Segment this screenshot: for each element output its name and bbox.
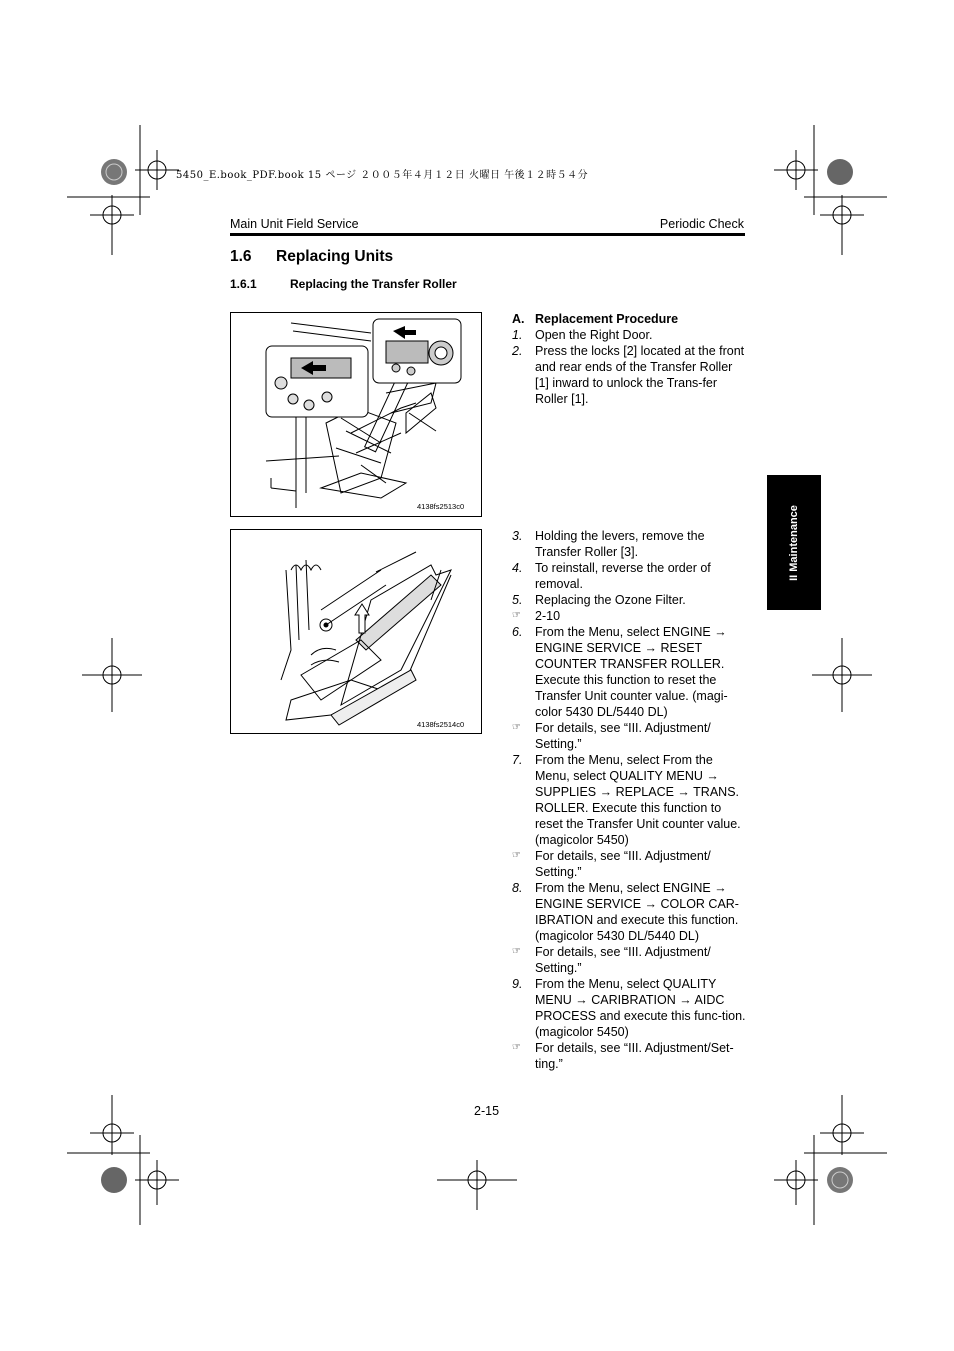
- figure-unlock-roller: [230, 312, 482, 517]
- step-text: From the Menu, select From the Menu, select QUALITY MENU → SUPPLIES → REPLACE → TRANS. ROLLER. Execute this function to reset the Transfer Unit counter value. (magicolor 5450): [535, 753, 741, 847]
- reference-hand-icon: ☞: [512, 850, 521, 861]
- figure-caption: 4138fs2514c0: [417, 720, 465, 729]
- section-title-text: Replacing Units: [276, 248, 394, 265]
- reference-hand-icon: ☞: [512, 722, 521, 733]
- step-item: [512, 624, 748, 720]
- step-marker: 2.: [512, 344, 523, 358]
- step-item: [512, 976, 748, 1040]
- reference-text: For details, see “III. Adjustment/ Setting.”: [535, 721, 711, 751]
- figure-remove-roller: [230, 529, 482, 734]
- reference-text: For details, see “III. Adjustment/ Setting.”: [535, 945, 711, 975]
- reference-text: For details, see “III. Adjustment/ Setting.”: [535, 849, 711, 879]
- procedure-bottom: [512, 528, 748, 1072]
- section-number: 1.6: [230, 248, 252, 265]
- reference-item: [512, 608, 748, 624]
- figure-caption: 4138fs2513c0: [417, 502, 465, 511]
- step-text: Press the locks [2] located at the front and rear ends of the Transfer Roller [1] inward to unlock the Trans-fer Roller [1].: [535, 344, 745, 406]
- reference-hand-icon: ☞: [512, 946, 521, 957]
- step-text: From the Menu, select QUALITY MENU → CARIBRATION → AIDC PROCESS and execute this func-tion. (magicolor 5450): [535, 977, 746, 1039]
- step-text: To reinstall, reverse the order of removal.: [535, 561, 711, 591]
- printer-illustration-2: [231, 530, 481, 733]
- subsection-title-text: Replacing the Transfer Roller: [290, 277, 457, 291]
- step-marker: 6.: [512, 625, 523, 639]
- step-marker: 8.: [512, 881, 523, 895]
- step-marker: 7.: [512, 753, 523, 767]
- reference-hand-icon: ☞: [512, 610, 521, 621]
- chapter-tab: [767, 475, 821, 610]
- subsection-number: 1.6.1: [230, 277, 257, 291]
- reference-item: [512, 848, 748, 880]
- step-item: [512, 752, 748, 848]
- step-marker: 3.: [512, 529, 523, 543]
- step-item: [512, 327, 748, 343]
- step-text: Replacing the Ozone Filter.: [535, 593, 686, 607]
- step-item: [512, 528, 748, 560]
- header-right: Periodic Check: [659, 217, 744, 231]
- subsection-title: [230, 277, 457, 291]
- reference-item: [512, 720, 748, 752]
- page-number: 2-15: [474, 1104, 500, 1118]
- procedure-top: [512, 311, 748, 407]
- step-text: From the Menu, select ENGINE → ENGINE SERVICE → RESET COUNTER TRANSFER ROLLER. Execute this function to reset the Transfer Unit counter value. (magi-color 5430 DL/5440 DL): [535, 625, 728, 719]
- step-marker: 9.: [512, 977, 523, 991]
- step-marker: 5.: [512, 593, 523, 607]
- header-left: Main Unit Field Service: [230, 217, 359, 231]
- step-item: [512, 592, 748, 608]
- step-item: [512, 343, 748, 407]
- reference-hand-icon: ☞: [512, 1042, 521, 1053]
- reference-text: 2-10: [535, 609, 561, 623]
- printer-illustration: [231, 313, 481, 516]
- procedure-heading: [512, 311, 748, 327]
- step-marker: 4.: [512, 561, 523, 575]
- step-text: From the Menu, select ENGINE → ENGINE SERVICE → COLOR CAR-IBRATION and execute this function. (magicolor 5430 DL/5440 DL): [535, 881, 739, 943]
- section-title: [230, 248, 393, 266]
- chapter-tab-label: II Maintenance: [788, 504, 800, 581]
- header-rule: [230, 233, 745, 236]
- reference-item: [512, 1040, 748, 1072]
- step-item: [512, 880, 748, 944]
- reference-text: For details, see “III. Adjustment/Set-ting.”: [535, 1041, 734, 1071]
- reference-item: [512, 944, 748, 976]
- heading-marker: A.: [512, 312, 525, 326]
- step-marker: 1.: [512, 328, 523, 342]
- heading-text: Replacement Procedure: [535, 312, 679, 326]
- step-text: Holding the levers, remove the Transfer Roller [3].: [535, 529, 705, 559]
- step-text: Open the Right Door.: [535, 328, 653, 342]
- step-item: [512, 560, 748, 592]
- printer-info-line: 5450_E.book_PDF.book 15 ページ ２００５年４月１２日 火曜日 午後１２時５４分: [176, 170, 589, 181]
